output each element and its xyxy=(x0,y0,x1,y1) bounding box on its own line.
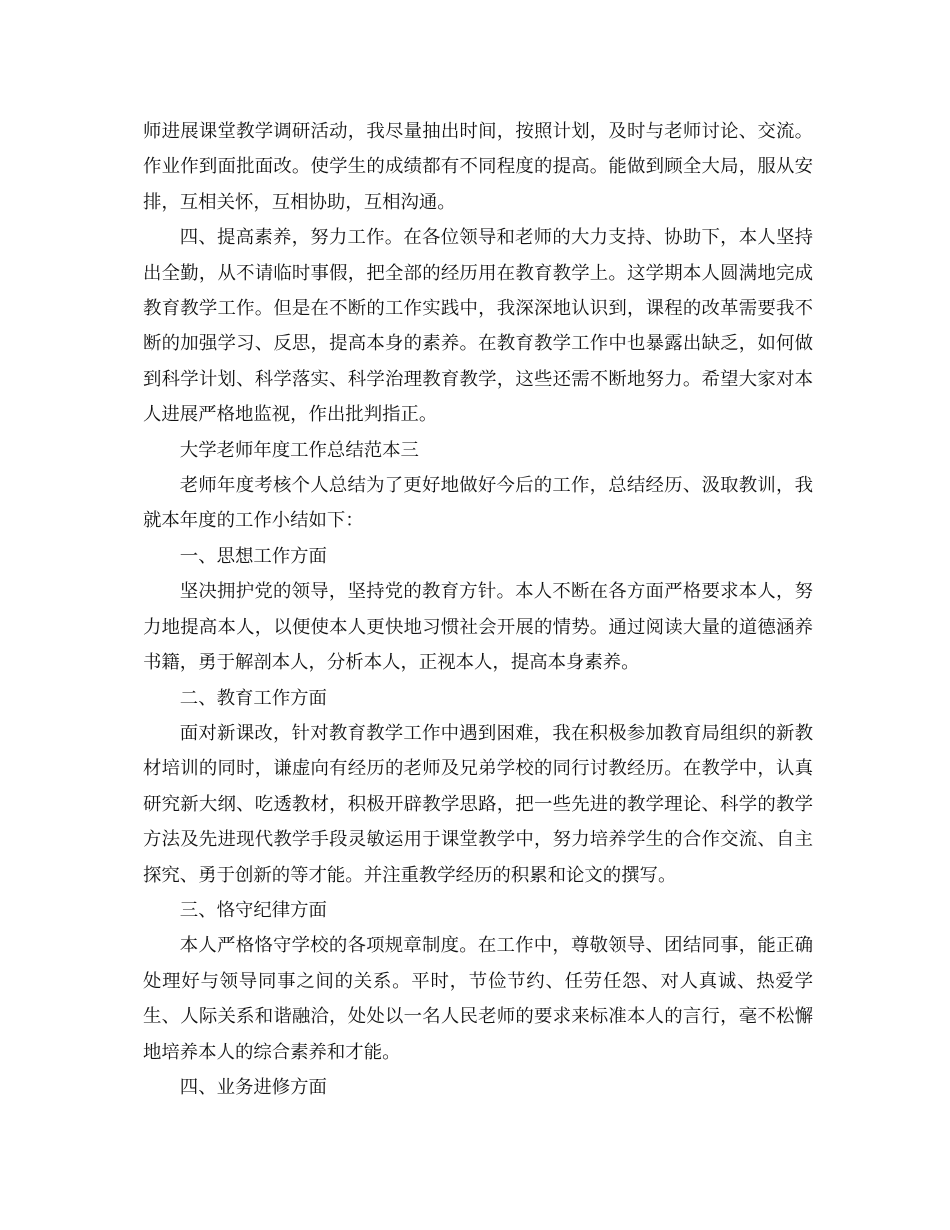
heading-study: 四、业务进修方面 xyxy=(179,1076,327,1098)
heading-ideology: 一、思想工作方面 xyxy=(179,545,327,567)
paragraph-continuation: 师进展课堂教学调研活动，我尽量抽出时间，按照计划，及时与老师讨论、交流。作业作到面批面改。使学生的成绩都有不同程度的提高。能做到顾全大局，服从安排，互相关怀，互相协助，互相沟通。 xyxy=(143,121,813,213)
heading-discipline: 三、恪守纪律方面 xyxy=(179,899,327,921)
document-body xyxy=(143,114,813,1105)
heading-education: 二、教育工作方面 xyxy=(179,687,327,709)
paragraph-section-4-quality: 四、提高素养，努力工作。在各位领导和老师的大力支持、协助下，本人坚持出全勤，从不请临时事假，把全部的经历用在教育教学上。这学期本人圆满地完成教育教学工作。但是在不断的工作实践中，我深深地认识到，课程的改革需要我不断的加强学习、反思，提高本身的素养。在教育教学工作中也暴露出缺乏，如何做到科学计划、科学落实、科学治理教育教学，这些还需不断地努力。希望大家对本人进展严格地监视，作出批判指正。 xyxy=(143,227,813,426)
paragraph-ideology: 坚决拥护党的领导，坚持党的教育方针。本人不断在各方面严格要求本人，努力地提高本人，以便使本人更快地习惯社会开展的情势。通过阅读大量的道德涵养书籍，勇于解剖本人，分析本人，正视本人，提高本身素养。 xyxy=(143,581,813,674)
sample-heading-3: 大学老师年度工作总结范本三 xyxy=(179,439,419,461)
paragraph-discipline: 本人严格恪守学校的各项规章制度。在工作中，尊敬领导、团结同事，能正确处理好与领导同事之间的关系。平时，节俭节约、任劳任怨、对人真诚、热爱学生、人际关系和谐融洽，处处以一名人民老师的要求来标准本人的言行，毫不松懈地培养本人的综合素养和才能。 xyxy=(143,935,813,1063)
paragraph-intro: 老师年度考核个人总结为了更好地做好今后的工作，总结经历、汲取教训，我就本年度的工作小结如下： xyxy=(143,475,813,532)
paragraph-education: 面对新课改，针对教育教学工作中遇到困难，我在积极参加教育局组织的新教材培训的同时，谦虚向有经历的老师及兄弟学校的同行讨教经历。在教学中，认真研究新大纲、吃透教材，积极开辟教学思路，把一些先进的教学理论、科学的教学方法及先进现代教学手段灵敏运用于课堂教学中，努力培养学生的合作交流、自主探究、勇于创新的等才能。并注重教学经历的积累和论文的撰写。 xyxy=(143,722,813,886)
